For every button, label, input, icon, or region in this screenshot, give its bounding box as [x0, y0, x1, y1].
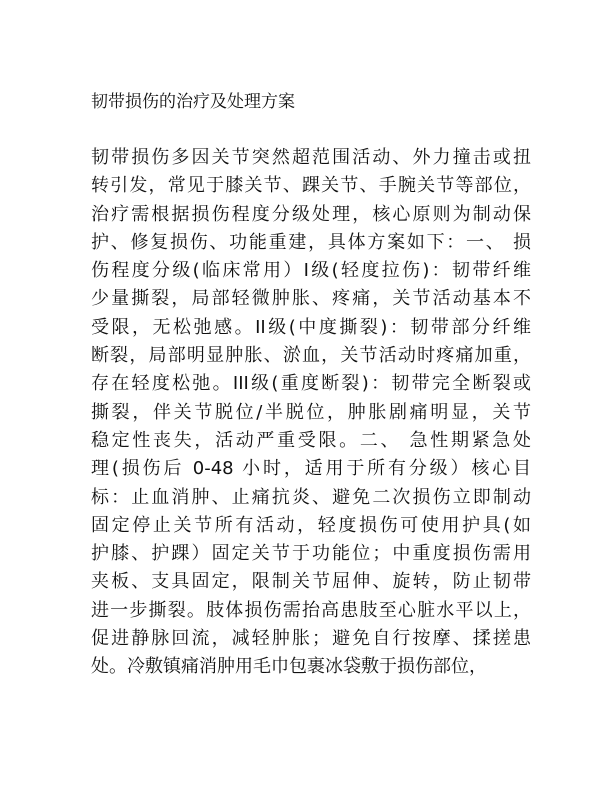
body-line: 受限，无松弛感。II级(中度撕裂)：韧带部分纤维 [91, 316, 531, 338]
body-line: 伤程度分级(临床常用）I级(轻度拉伤)：韧带纤维 [91, 260, 531, 282]
body-line: 促进静脉回流，减轻肿胀；避免自行按摩、揉搓患 [91, 628, 531, 650]
body-line: 护、修复损伤、功能重建，具体方案如下：一、 损 [91, 231, 531, 253]
body-line: 撕裂，伴关节脱位/半脱位，肿胀剧痛明显，关节 [91, 401, 531, 423]
body-line: 少量撕裂，局部轻微肿胀、疼痛，关节活动基本不 [91, 288, 531, 310]
body-line: 理(损伤后 0-48 小时，适用于所有分级）核心目 [91, 458, 531, 480]
body-line: 治疗需根据损伤程度分级处理，核心原则为制动保 [91, 203, 531, 225]
body-line: 护膝、护踝）固定关节于功能位；中重度损伤需用 [91, 543, 531, 565]
body-line: 固定停止关节所有活动，轻度损伤可使用护具(如 [91, 514, 531, 536]
document-title: 韧带损伤的治疗及处理方案 [91, 92, 295, 112]
body-line: 韧带损伤多因关节突然超范围活动、外力撞击或扭 [91, 147, 531, 168]
document-body [91, 144, 531, 682]
body-line: 断裂，局部明显肿胀、淤血，关节活动时疼痛加重， [91, 345, 531, 367]
body-line: 处。冷敷镇痛消肿用毛巾包裹冰袋敷于损伤部位， [91, 656, 487, 678]
body-line: 转引发，常见于膝关节、踝关节、手腕关节等部位， [91, 175, 531, 197]
body-line: 标：止血消肿、止痛抗炎、避免二次损伤立即制动 [91, 486, 531, 508]
body-line: 夹板、支具固定，限制关节屈伸、旋转，防止韧带 [91, 571, 531, 593]
body-line: 存在轻度松弛。III级(重度断裂)：韧带完全断裂或 [91, 373, 531, 395]
body-line: 进一步撕裂。肢体损伤需抬高患肢至心脏水平以上， [91, 599, 531, 621]
body-line: 稳定性丧失，活动严重受限。二、 急性期紧急处 [91, 429, 531, 451]
